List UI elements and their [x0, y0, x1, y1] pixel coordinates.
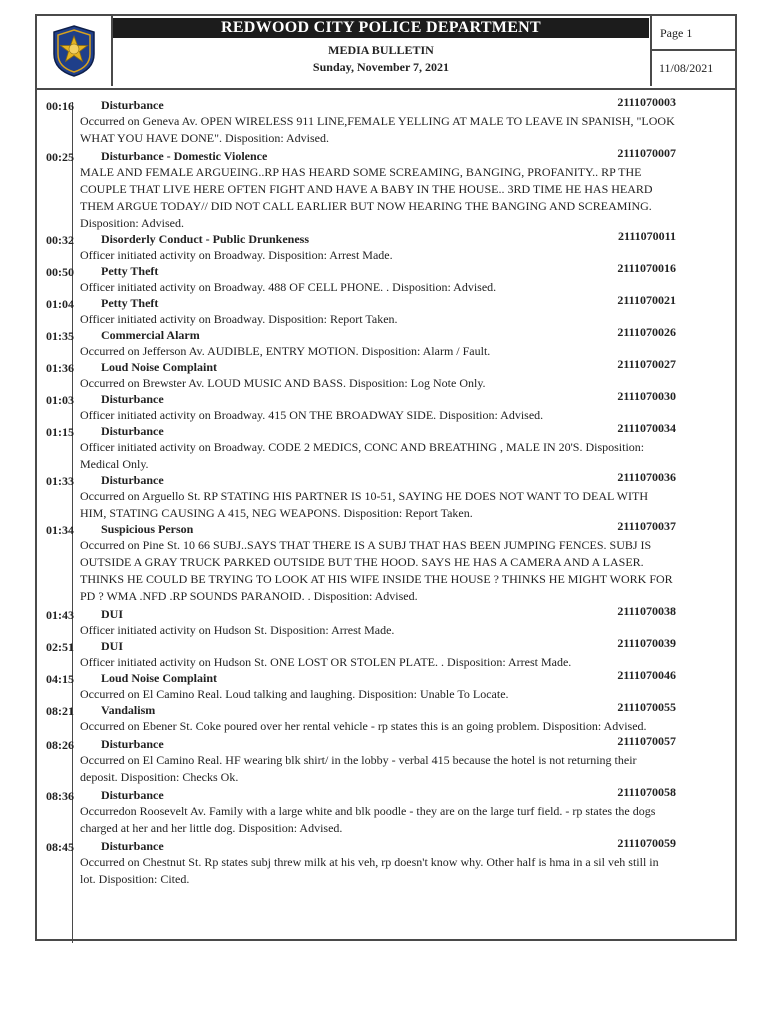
incident-description: Officer initiated activity on Broadway. 488 OF CELL PHONE. . Disposition: Advised. — [80, 280, 497, 294]
incident-time: 01:33 — [46, 474, 74, 488]
incident-type: Disorderly Conduct - Public Drunkeness — [101, 232, 310, 246]
incident-time: 01:04 — [46, 297, 74, 311]
incident-time: 08:36 — [46, 789, 74, 803]
incident-description: Officer initiated activity on Broadway. 415 ON THE BROADWAY SIDE. Disposition: Advised. — [80, 408, 544, 422]
incident-number: 2111070055 — [617, 700, 676, 714]
incident-header — [46, 325, 676, 343]
incident-number: 2111070038 — [617, 604, 676, 618]
incident-entry — [46, 229, 676, 264]
incident-type: Disturbance — [101, 788, 164, 802]
incident-time: 00:16 — [46, 99, 74, 113]
incident-type: Disturbance — [101, 473, 164, 487]
incident-time: 02:51 — [46, 640, 74, 654]
incident-header — [46, 734, 676, 752]
incident-description: Officer initiated activity on Broadway. Disposition: Report Taken. — [80, 312, 398, 326]
incident-list — [46, 95, 676, 888]
incident-number: 2111070003 — [617, 95, 676, 109]
bulletin-subtitle: MEDIA BULLETIN — [328, 43, 434, 57]
incident-header — [46, 519, 676, 537]
incident-header — [46, 700, 676, 718]
incident-time: 01:03 — [46, 393, 74, 407]
incident-time: 01:34 — [46, 523, 74, 537]
incident-entry — [46, 785, 676, 837]
incident-number: 2111070058 — [617, 785, 676, 799]
police-badge-icon — [50, 24, 98, 78]
incident-time: 08:21 — [46, 704, 74, 718]
incident-header — [46, 95, 676, 113]
incident-number: 2111070027 — [617, 357, 676, 371]
incident-entry — [46, 357, 676, 392]
incident-description: Occurred on Pine St. 10 66 SUBJ..SAYS THAT THERE IS A SUBJ THAT HAS BEEN JUMPING FENCES. SUBJ IS OUTSIDE A GRAY TRUCK PARKED OUTSIDE BUT THE HOOD. SAYS HE HAS A CAMERA AND A LASER. THINKS HE COULD BE TRYING TO LOOK AT HIS WIFE INSIDE THE HOUSE ? THINKS HE MIGHT WORK FOR PD ? WMA .NFD .RP SOUNDS PARANOID. . Disposition: Advised. — [80, 538, 673, 603]
incident-description: Occurred on Geneva Av. OPEN WIRELESS 911 LINE,FEMALE YELLING AT MALE TO LEAVE IN SPANISH, "LOOK WHAT YOU HAVE DONE". Disposition: Advised. — [80, 114, 675, 145]
incident-time: 04:15 — [46, 672, 74, 686]
incident-description: Occurred on Jefferson Av. AUDIBLE, ENTRY MOTION. Disposition: Alarm / Fault. — [80, 344, 491, 358]
incident-description: Officer initiated activity on Broadway. CODE 2 MEDICS, CONC AND BREATHING , MALE IN 20'S. Disposition: Medical Only. — [80, 440, 645, 471]
incident-header — [46, 261, 676, 279]
incident-entry — [46, 519, 676, 605]
incident-type: DUI — [101, 639, 124, 653]
incident-time: 01:43 — [46, 608, 74, 622]
incident-entry — [46, 636, 676, 671]
incident-description: Officer initiated activity on Broadway. Disposition: Arrest Made. — [80, 248, 393, 262]
incident-description: Officer initiated activity on Hudson St. Disposition: Arrest Made. — [80, 623, 395, 637]
incident-description: Occurred on Ebener St. Coke poured over her rental vehicle - rp states this is an going problem. Disposition: Advised. — [80, 719, 647, 733]
incident-description: Officer initiated activity on Hudson St. ONE LOST OR STOLEN PLATE. . Disposition: Arrest Made. — [80, 655, 572, 669]
incident-header — [46, 146, 676, 164]
incident-type: Petty Theft — [101, 296, 159, 310]
incident-time: 00:25 — [46, 150, 74, 164]
incident-type: DUI — [101, 607, 124, 621]
print-date: 11/08/2021 — [659, 61, 714, 75]
incident-description: Occurred on Brewster Av. LOUD MUSIC AND BASS. Disposition: Log Note Only. — [80, 376, 486, 390]
incident-entry — [46, 604, 676, 639]
incident-number: 2111070037 — [617, 519, 676, 533]
incident-number: 2111070036 — [617, 470, 676, 484]
incident-number: 2111070016 — [617, 261, 676, 275]
incident-type: Disturbance — [101, 737, 164, 751]
department-title: REDWOOD CITY POLICE DEPARTMENT — [113, 18, 649, 38]
incident-number: 2111070059 — [617, 836, 676, 850]
incident-header — [46, 785, 676, 803]
incident-entry — [46, 293, 676, 328]
incident-entry — [46, 836, 676, 888]
incident-header — [46, 229, 676, 247]
incident-description: Occurredon Roosevelt Av. Family with a large white and blk poodle - they are on the large turf field. - rp states the dogs charged at her and her little dog. Disposition: Advised. — [80, 804, 656, 835]
incident-time: 01:36 — [46, 361, 74, 375]
incident-entry — [46, 668, 676, 703]
logo-cell — [37, 16, 113, 86]
incident-header — [46, 836, 676, 854]
incident-description: MALE AND FEMALE ARGUEING..RP HAS HEARD SOME SCREAMING, BANGING, PROFANITY.. RP THE COUPLE THAT LIVE HERE OFTEN FIGHT AND HAVE A BABY IN THE HOUSE.. 3RD TIME HE HAS HEARD THEM ARGUE TODAY// DID NOT CALL EARLIER BUT NOW HEARING THE BANGING AND SCREAMING. Disposition: Advised. — [80, 165, 653, 230]
incident-header — [46, 293, 676, 311]
incident-header — [46, 389, 676, 407]
page-info-column — [650, 16, 737, 86]
incident-time: 01:35 — [46, 329, 74, 343]
incident-type: Commercial Alarm — [101, 328, 200, 342]
incident-description: Occurred on Arguello St. RP STATING HIS PARTNER IS 10-51, SAYING HE DOES NOT WANT TO DEAL WITH HIM, STATING CAUSING A 415, NEG WEAPONS. Disposition: Report Taken. — [80, 489, 648, 520]
incident-type: Loud Noise Complaint — [101, 671, 218, 685]
incident-entry — [46, 146, 676, 232]
bulletin-header — [37, 16, 735, 90]
page-number: Page 1 — [652, 16, 737, 51]
incident-entry — [46, 95, 676, 147]
incident-entry — [46, 700, 676, 735]
incident-number: 2111070011 — [617, 229, 676, 243]
incident-type: Disturbance - Domestic Violence — [101, 149, 268, 163]
incident-number: 2111070034 — [617, 421, 676, 435]
incident-entry — [46, 734, 676, 786]
incident-time: 08:26 — [46, 738, 74, 752]
incident-description: Occurred on El Camino Real. HF wearing blk shirt/ in the lobby - verbal 415 because the hotel is not returning their deposit. Disposition: Checks Ok. — [80, 753, 637, 784]
incident-number: 2111070021 — [617, 293, 676, 307]
incident-number: 2111070026 — [617, 325, 676, 339]
incident-type: Disturbance — [101, 839, 164, 853]
incident-entry — [46, 470, 676, 522]
incident-entry — [46, 325, 676, 360]
incident-header — [46, 470, 676, 488]
incident-time: 08:45 — [46, 840, 74, 854]
incident-entry — [46, 261, 676, 296]
incident-header — [46, 421, 676, 439]
incident-type: Disturbance — [101, 392, 164, 406]
incident-description: Occurred on Chestnut St. Rp states subj threw milk at his veh, rp doesn't know why. Other half is hma in a sil veh still in lot. Disposition: Cited. — [80, 855, 659, 886]
incident-number: 2111070030 — [617, 389, 676, 403]
incident-type: Disturbance — [101, 424, 164, 438]
incident-number: 2111070046 — [617, 668, 676, 682]
incident-number: 2111070039 — [617, 636, 676, 650]
incident-type: Disturbance — [101, 98, 164, 112]
incident-header — [46, 357, 676, 375]
incident-header — [46, 604, 676, 622]
incident-entry — [46, 421, 676, 473]
incident-type: Suspicious Person — [101, 522, 194, 536]
incident-type: Loud Noise Complaint — [101, 360, 218, 374]
incident-description: Occurred on El Camino Real. Loud talking and laughing. Disposition: Unable To Locate. — [80, 687, 509, 701]
incident-time: 01:15 — [46, 425, 74, 439]
incident-type: Petty Theft — [101, 264, 159, 278]
incident-type: Vandalism — [101, 703, 156, 717]
incident-time: 00:50 — [46, 265, 74, 279]
incident-number: 2111070007 — [617, 146, 676, 160]
incident-number: 2111070057 — [617, 734, 676, 748]
incident-header — [46, 668, 676, 686]
incident-entry — [46, 389, 676, 424]
incident-header — [46, 636, 676, 654]
incident-time: 00:32 — [46, 233, 74, 247]
bulletin-date: Sunday, November 7, 2021 — [312, 60, 450, 74]
